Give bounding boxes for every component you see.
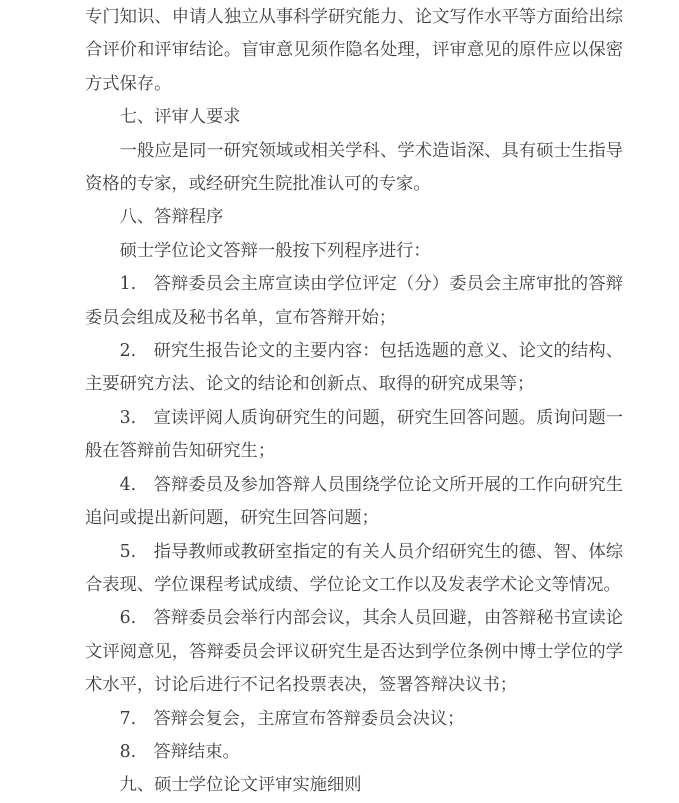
paragraph-numbered-item: 4. 答辩委员及参加答辩人员围绕学位论文所开展的工作向研究生追问或提出新问题，研究生回答问题； — [85, 474, 623, 529]
paragraph-section-heading: 八、答辩程序 — [119, 207, 224, 228]
paragraph-numbered-item: 3. 宣读评阅人质询研究生的问题，研究生回答问题。质询问题一般在答辩前告知研究生； — [85, 407, 623, 462]
paragraph-body-continuation: 专门知识、申请人独立从事科学研究能力、论文写作水平等方面给出综合评价和评审结论。盲审意见须作隐名处理，评审意见的原件应以保密方式保存。 — [85, 7, 623, 94]
paragraph-numbered-item: 8. 答辩结束。 — [119, 741, 240, 762]
paragraph-numbered-item: 7. 答辩会复会，主席宣布答辩委员会决议； — [119, 708, 465, 729]
paragraph-body: 一般应是同一研究领域或相关学科、学术造诣深、具有硕士生指导资格的专家，或经研究生院批准认可的专家。 — [85, 140, 623, 195]
paragraph-body: 硕士学位论文答辩一般按下列程序进行： — [119, 240, 431, 261]
paragraph-section-heading: 七、评审人要求 — [119, 107, 241, 128]
paragraph-numbered-item: 6. 答辩委员会举行内部会议，其余人员回避，由答辩秘书宣读论文评阅意见，答辩委员会评议研究生是否达到学位条例中博士学位的学术水平，讨论后进行不记名投票表决，签署答辩决议书； — [85, 608, 623, 696]
paragraph-numbered-item: 1. 答辩委员会主席宣读由学位评定（分）委员会主席审批的答辩委员会组成及秘书名单，宣布答辩开始； — [85, 274, 623, 328]
paragraph-section-heading: 九、硕士学位论文评审实施细则 — [119, 775, 362, 796]
paragraph-numbered-item: 5. 指导教师或教研室指定的有关人员介绍研究生的德、智、体综合表现、学位课程考试成绩、学位论文工作以及发表学术论文等情况。 — [85, 541, 623, 595]
paragraph-numbered-item: 2. 研究生报告论文的主要内容：包括选题的意义、论文的结构、主要研究方法、论文的结论和创新点、取得的研究成果等； — [85, 341, 623, 395]
